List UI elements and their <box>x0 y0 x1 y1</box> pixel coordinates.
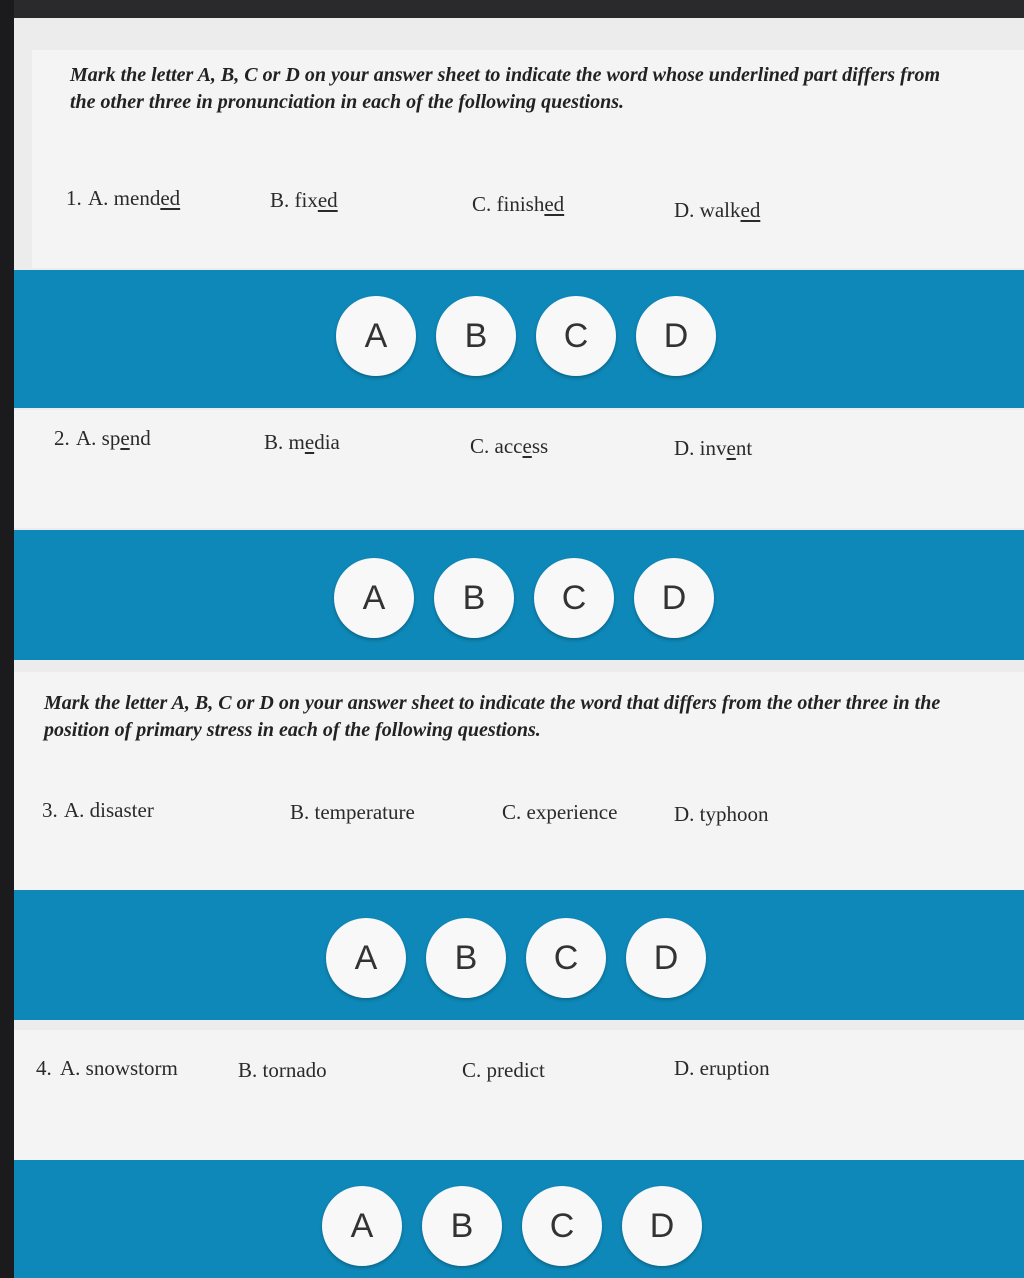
answer-d-button[interactable]: D <box>622 1186 702 1266</box>
q3-option-b: B. temperature <box>290 800 415 824</box>
q2-option-a: A. spend <box>76 426 151 450</box>
answer-buttons-q4 <box>322 1186 702 1266</box>
answer-a-button[interactable]: A <box>322 1186 402 1266</box>
answer-a-button[interactable]: A <box>326 918 406 998</box>
question-card-q2 <box>14 410 1024 528</box>
answer-buttons-q1 <box>336 296 716 376</box>
answer-a-button[interactable]: A <box>334 558 414 638</box>
q1-number: 1. <box>66 186 82 210</box>
answer-buttons-q2 <box>334 558 714 638</box>
answer-c-button[interactable]: C <box>526 918 606 998</box>
q1-option-d: D. walked <box>674 198 761 222</box>
q2-option-b: B. media <box>264 430 340 454</box>
q3-option-c: C. experience <box>502 800 618 824</box>
answer-d-button[interactable]: D <box>636 296 716 376</box>
q4-option-c: C. predict <box>462 1058 545 1082</box>
screen-top-edge <box>14 0 1024 18</box>
q1-option-c: C. finished <box>472 192 565 216</box>
question-card-q4 <box>14 1030 1024 1160</box>
answer-c-button[interactable]: C <box>536 296 616 376</box>
q3-number: 3. <box>42 798 58 822</box>
answer-b-button[interactable]: B <box>434 558 514 638</box>
instruction-stress: Mark the letter A, B, C or D on your answer sheet to indicate the word that differs from the other three in the position of primary stress in each of the following questions. <box>44 692 941 741</box>
q1-option-a: A. mended <box>88 186 181 210</box>
q1-option-b: B. fixed <box>270 188 338 212</box>
answer-b-button[interactable]: B <box>426 918 506 998</box>
q4-option-d: D. eruption <box>674 1056 770 1080</box>
q2-option-d: D. invent <box>674 436 753 460</box>
answer-a-button[interactable]: A <box>336 296 416 376</box>
quiz-screen <box>14 0 1024 1278</box>
q4-option-a: A. snowstorm <box>60 1056 178 1080</box>
instruction-pronunciation: Mark the letter A, B, C or D on your answer sheet to indicate the word whose underlined part differs from the other three in pronunciation in each of the following questions. <box>70 64 941 113</box>
answer-b-button[interactable]: B <box>436 296 516 376</box>
answer-c-button[interactable]: C <box>522 1186 602 1266</box>
q3-option-a: A. disaster <box>64 798 154 822</box>
q4-option-b: B. tornado <box>238 1058 327 1082</box>
q4-number: 4. <box>36 1056 52 1080</box>
q3-option-d: D. typhoon <box>674 802 769 826</box>
answer-d-button[interactable]: D <box>634 558 714 638</box>
answer-c-button[interactable]: C <box>534 558 614 638</box>
answer-buttons-q3 <box>326 918 706 998</box>
q2-option-c: C. access <box>470 434 549 458</box>
answer-b-button[interactable]: B <box>422 1186 502 1266</box>
answer-d-button[interactable]: D <box>626 918 706 998</box>
q2-number: 2. <box>54 426 70 450</box>
